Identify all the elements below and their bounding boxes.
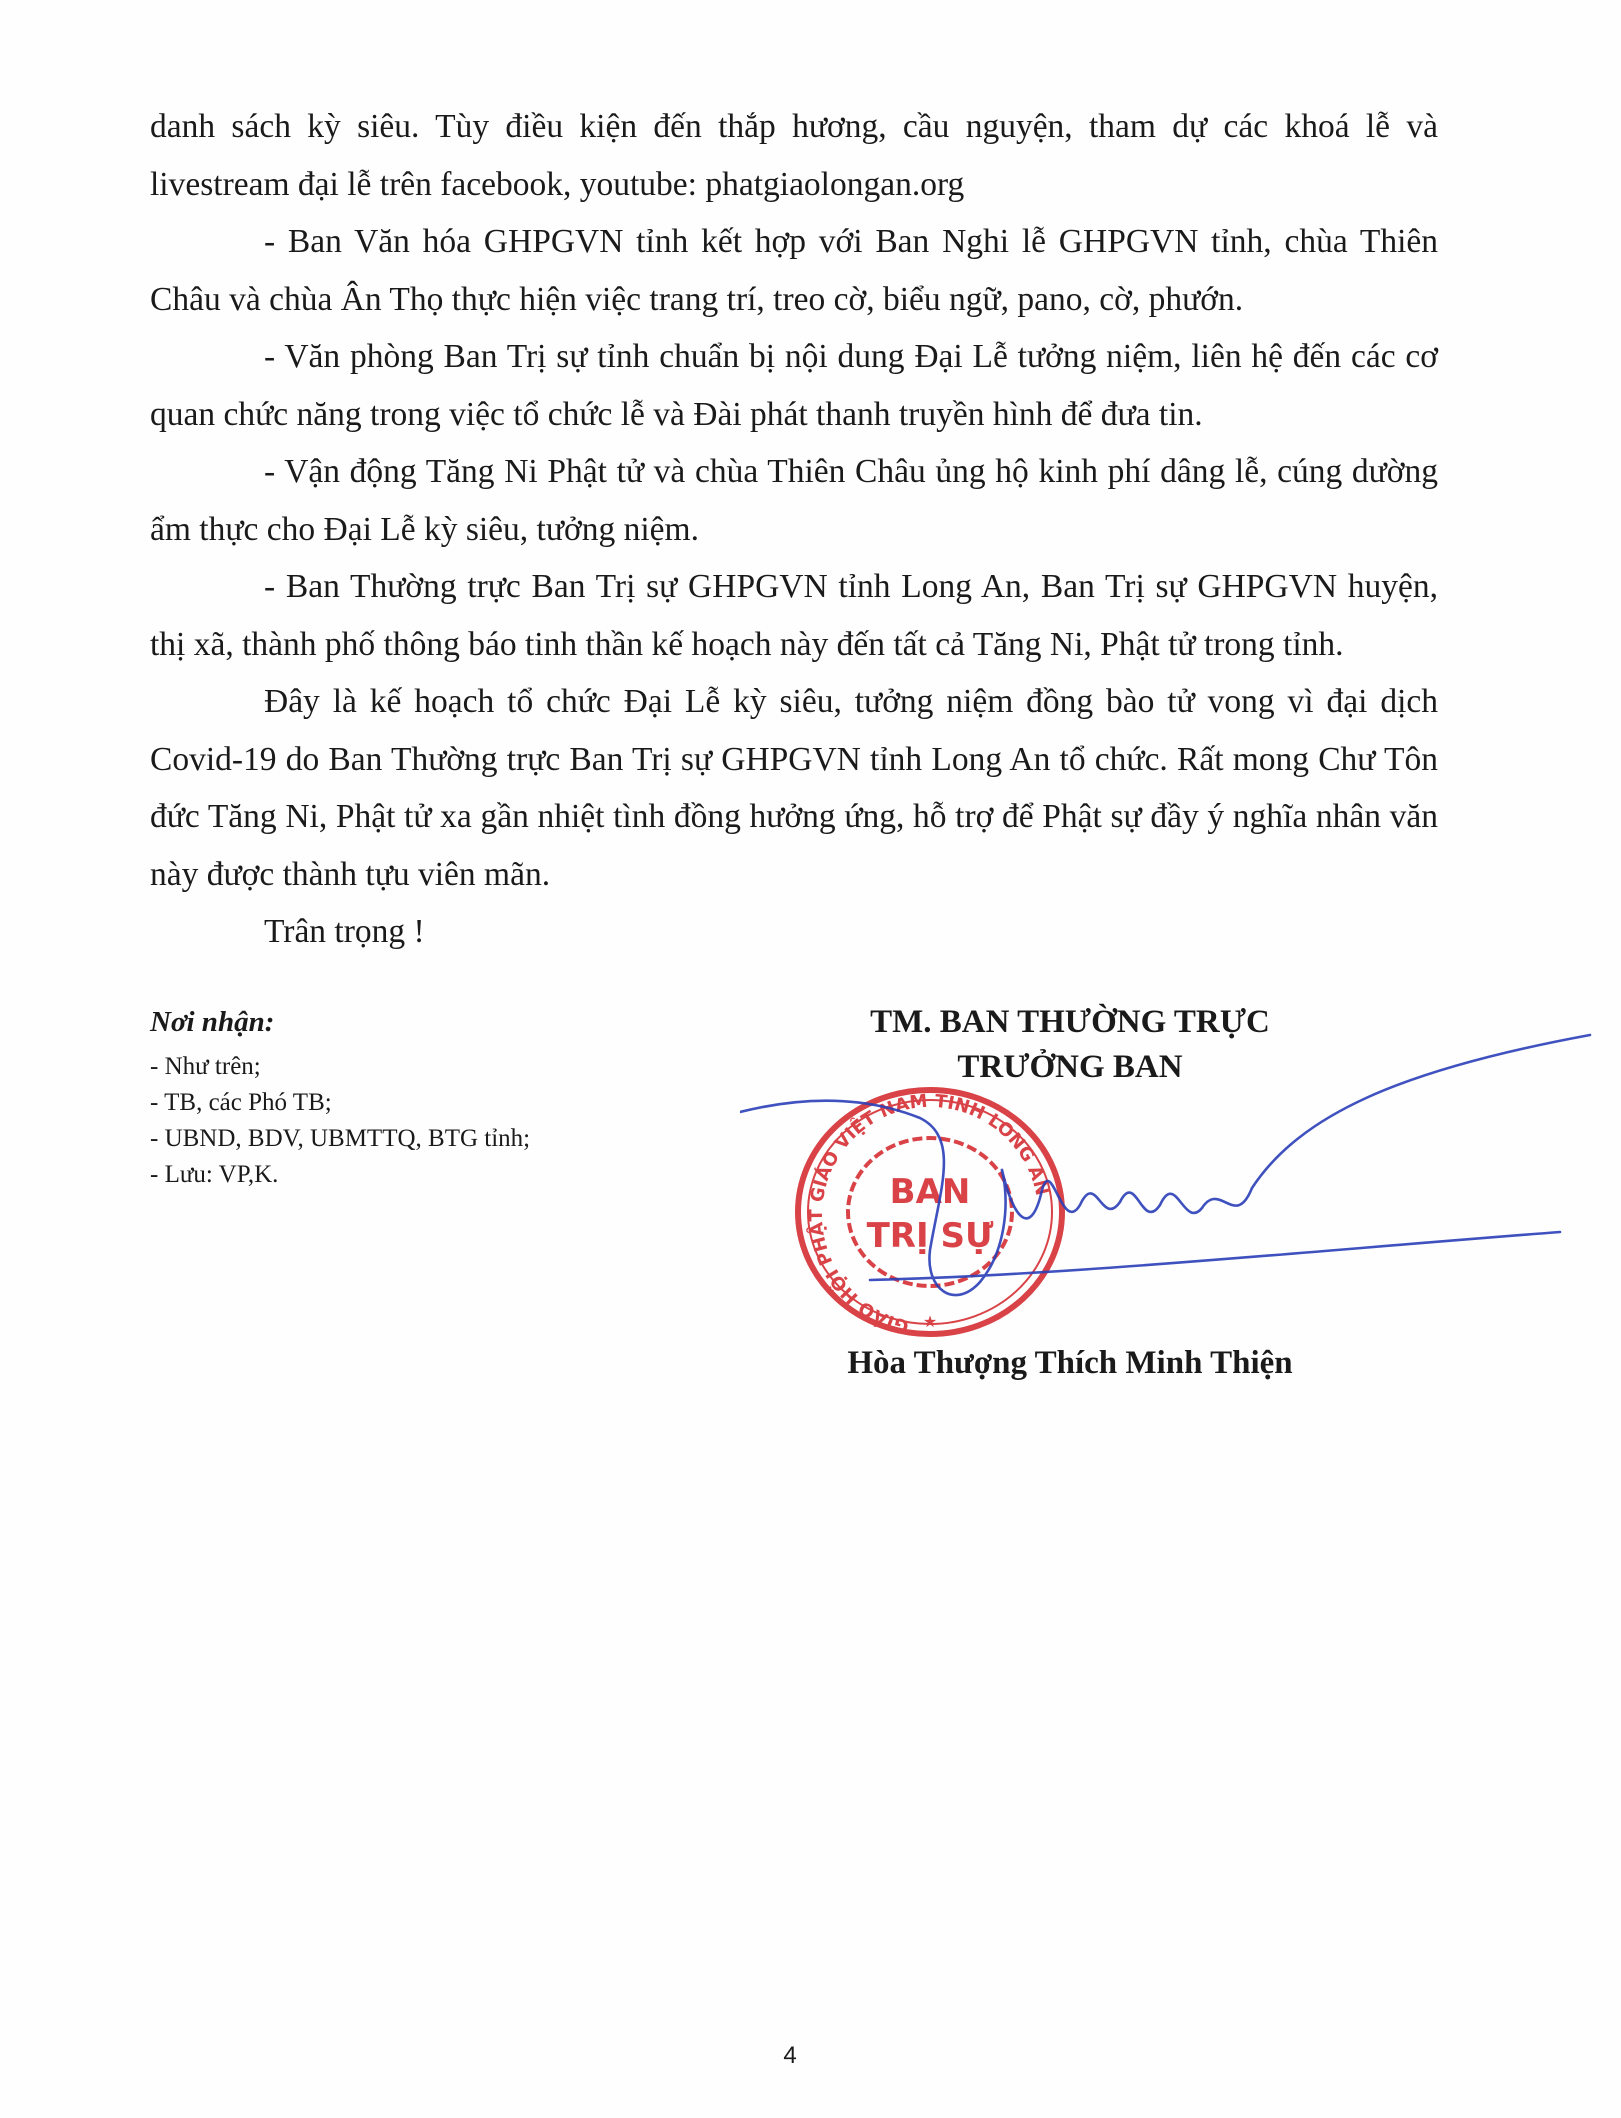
recipients-list bbox=[150, 1049, 670, 1193]
signature-stroke-underline bbox=[870, 1232, 1560, 1280]
body-paragraph: danh sách kỳ siêu. Tùy điều kiện đến thắp hương, cầu nguyện, tham dự các khoá lễ và livestream đại lễ trên facebook, youtube: phatgiaolongan.org bbox=[150, 108, 1438, 203]
closing-greeting: Trân trọng ! bbox=[264, 913, 425, 950]
handwritten-signature bbox=[740, 1020, 1620, 1320]
body-paragraph: - Ban Thường trực Ban Trị sự GHPGVN tỉnh Long An, Ban Trị sự GHPGVN huyện, thị xã, thành phố thông báo tinh thần kế hoạch này đến tất cả Tăng Ni, Phật tử trong tỉnh. bbox=[150, 568, 1438, 663]
recipients-title: Nơi nhận: bbox=[150, 1006, 275, 1038]
seal-ring-text: GIÁO HỘI PHẬT GIÁO VIỆT NAM TỈNH LONG AN bbox=[806, 1090, 1053, 1337]
seal-star-icon: ★ bbox=[922, 1314, 938, 1331]
document-body bbox=[150, 98, 1438, 961]
recipient-item: - Như trên; bbox=[150, 1053, 261, 1080]
signature-stroke-loop bbox=[740, 1101, 1006, 1295]
recipient-item: - TB, các Phó TB; bbox=[150, 1089, 332, 1116]
body-paragraph: - Ban Văn hóa GHPGVN tỉnh kết hợp với Ban Nghi lễ GHPGVN tỉnh, chùa Thiên Châu và chùa Ân Thọ thực hiện việc trang trí, treo cờ, biểu ngữ, pano, cờ, phướn. bbox=[150, 223, 1438, 318]
page-number: 4 bbox=[783, 2042, 797, 2069]
recipient-item: - UBND, BDV, UBMTTQ, BTG tỉnh; bbox=[150, 1125, 531, 1152]
seal-center-line1: BAN bbox=[889, 1172, 971, 1212]
signature-title-line1: TM. BAN THƯỜNG TRỰC bbox=[870, 1004, 1270, 1040]
body-paragraph: - Văn phòng Ban Trị sự tỉnh chuẩn bị nội dung Đại Lễ tưởng niệm, liên hệ đến các cơ quan chức năng trong việc tổ chức lễ và Đài phát thanh truyền hình để đưa tin. bbox=[150, 338, 1438, 433]
recipient-item: - Lưu: VP,K. bbox=[150, 1161, 279, 1188]
signature-title-line2: TRƯỞNG BAN bbox=[957, 1049, 1183, 1085]
signature-stroke-zigzag bbox=[1002, 1035, 1590, 1218]
body-paragraph: Đây là kế hoạch tổ chức Đại Lễ kỳ siêu, tưởng niệm đồng bào tử vong vì đại dịch Covid-19 do Ban Thường trực Ban Trị sự GHPGVN tỉnh Long An tổ chức. Rất mong Chư Tôn đức Tăng Ni, Phật tử xa gần nhiệt tình đồng hưởng ứng, hỗ trợ để Phật sự đầy ý nghĩa nhân văn này được thành tựu viên mãn. bbox=[150, 683, 1438, 893]
recipients-block bbox=[150, 1006, 670, 1193]
body-paragraph: - Vận động Tăng Ni Phật tử và chùa Thiên Châu ủng hộ kinh phí dâng lễ, cúng dường ẩm thực cho Đại Lễ kỳ siêu, tưởng niệm. bbox=[150, 453, 1438, 548]
signer-name: Hòa Thượng Thích Minh Thiện bbox=[847, 1345, 1293, 1381]
seal-center-line2: TRỊ SỰ bbox=[866, 1216, 994, 1256]
